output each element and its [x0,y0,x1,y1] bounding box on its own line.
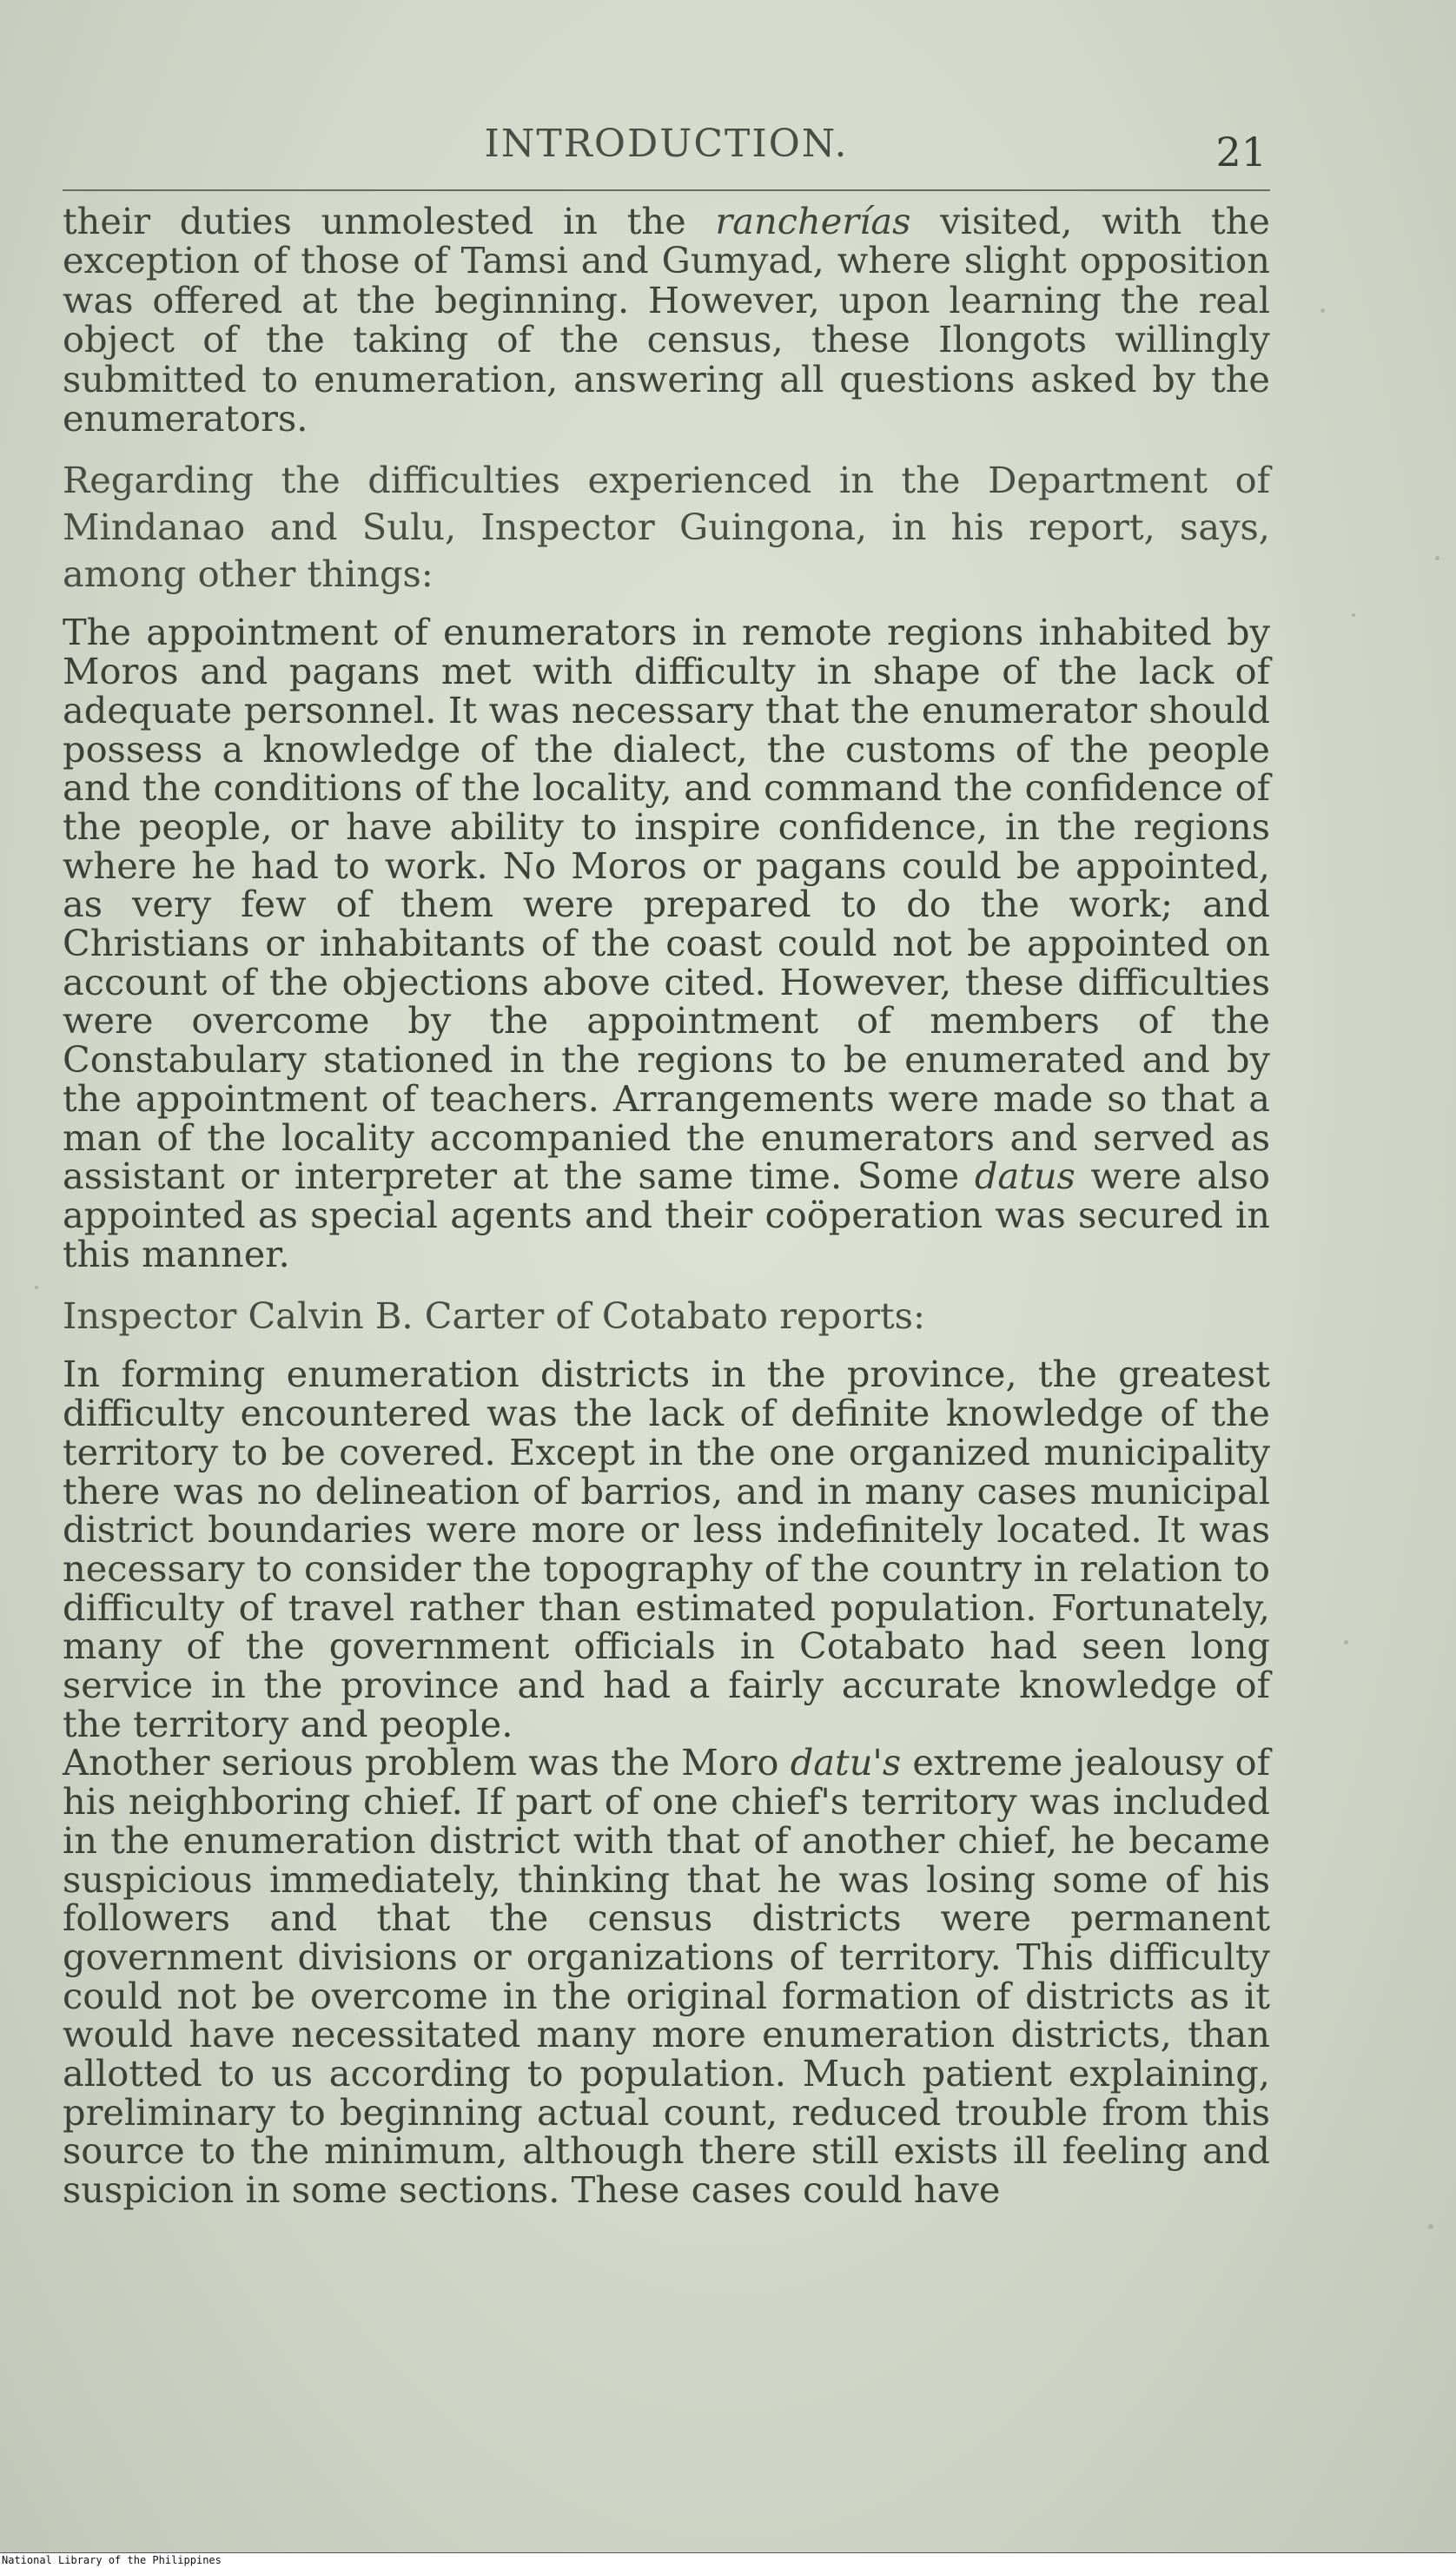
paragraph-text: In forming enumeration districts in the province, the greatest difficulty encountered was the lack of definite knowledge of the territory to be covered. Except in the one organized municipality there was no delineation of barrios, and in many cases municipal district boundaries were more or less indefinitely located. It was necessary to consider the topography of the country in relation to difficulty of travel rather than estimated population. Fortunately, many of the government officials in Cotabato had seen long service in the province and had a fairly accurate knowledge of the territory and people. [63,1353,1270,1745]
paragraph-carter-intro [63,1293,1270,1340]
dust-speck [1320,308,1325,313]
header-rule [63,189,1270,191]
paragraph-text: their duties unmolested in the [63,200,716,242]
paragraph-text: Regarding the difficulties experienced in the Department of Mindanao and Sulu, Inspector Guingona, in his report, says, among other things: [63,459,1270,596]
paragraph-text: extreme jealousy of his neighboring chief. If part of one chief's territory was included in the enumeration district with that of another chief, he became suspicious immediately, thinking that he was losing some of his followers and that the census districts were permanent government divisions or organizations of territory. This difficulty could not be overcome in the original formation of districts as it would have necessitated many more enumeration districts, than allotted to us according to population. Much patient explaining, preliminary to beginning actual count, reduced trouble from this source to the minimum, although there still exists ill feeling and suspicion in some sections. These cases could have [63,1741,1270,2212]
running-header [63,122,1270,186]
paragraph-text: Another serious problem was the Moro [63,1741,791,1784]
quoted-report-carter-continued [63,1741,1270,2212]
paragraph-text: The appointment of enumerators in remote regions inhabited by Moros and pagans met with difficulty in shape of the lack of adequate personnel. It was necessary that the enumerator should possess a knowledge of the dialect, the customs of the people and the conditions of the locality, and command the confidence of the people, or have ability to inspire confidence, in the regions where he had to work. No Moros or pagans could be appointed, as very few of them were prepared to do the work; and Christians or inhabitants of the coast could not be appointed on account of the objections above cited. However, these difficulties were overcome by the appointment of members of the Constabulary stationed in the regions to be enumerated and by the appointment of teachers. Arrangements were made so that a man of the locality accompanied the enumerators and served as assistant or interpreter at the same time. Some [63,611,1270,1198]
paragraph-text: Inspector Calvin B. Carter of Cotabato reports: [63,1294,925,1338]
running-head-title: INTRODUCTION. [484,122,849,166]
page-number: 21 [1215,129,1267,175]
dust-speck [35,1286,38,1289]
italic-term: datus [974,1155,1075,1198]
paragraph-text: were also appointed as special agents and their coöperation was secured in this manner. [63,1155,1270,1275]
dust-speck [1435,556,1439,560]
dust-speck [1352,613,1355,617]
quoted-report-carter [63,1355,1270,1744]
paragraph-regarding [63,457,1270,598]
italic-term: datu's [790,1741,902,1784]
page-content [63,122,1270,2210]
paragraph-text: visited, with the exception of those of Tamsi and Gumyad, where slight opposition was offered at the beginning. However, upon learning the real object of the taking of the census, these Ilongots willingly submitted to enumeration, answering all questions asked by the enumerators. [63,200,1270,440]
library-credit: National Library of the Philippines [2,2554,222,2566]
dust-speck [1344,1640,1348,1645]
dust-speck [1428,2224,1433,2229]
paragraph-continuation [63,202,1270,438]
quoted-report-guingona [63,613,1270,1274]
italic-term: rancherías [715,200,911,242]
footer-bar [0,2552,1456,2568]
